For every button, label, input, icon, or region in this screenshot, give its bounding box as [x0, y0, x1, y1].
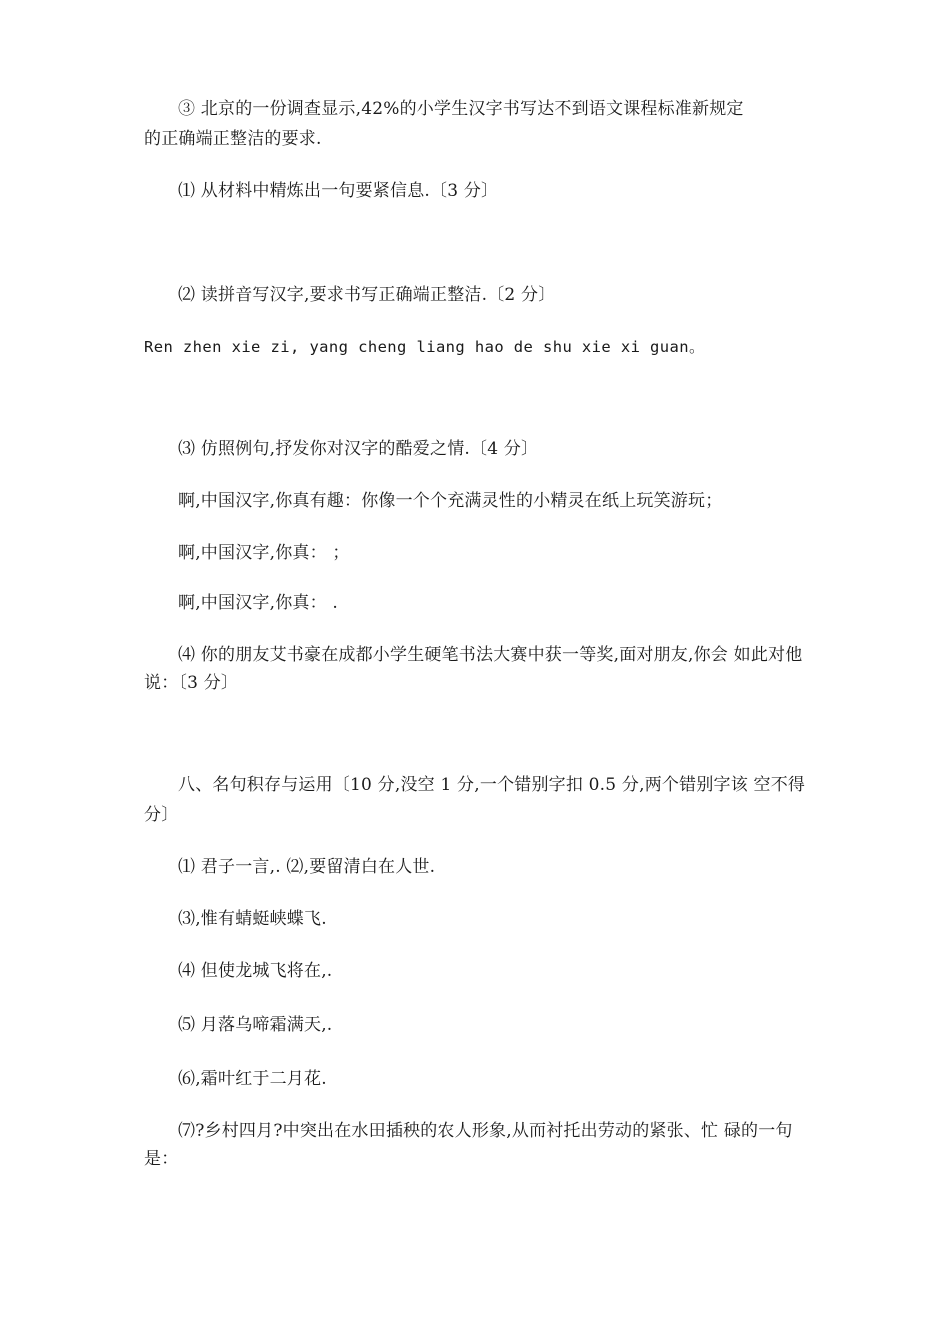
sentence-7-line-2: 是： [144, 1149, 179, 1169]
question-4-line-1: ⑷ 你的朋友艾书豪在成都小学生硬笔书法大赛中获一等奖,面对朋友,你会 如此对他 [178, 645, 803, 665]
fill-blank-2: 啊,中国汉字,你真： . [178, 593, 339, 613]
item-3-line-1: ③ 北京的一份调查显示,42%的小学生汉字书写达不到语文课程标准新规定 [178, 99, 744, 119]
item-3-line-2: 的正确端正整洁的要求. [144, 129, 322, 149]
question-2: ⑵ 读拼音写汉字,要求书写正确端正整洁.〔2 分〕 [178, 285, 556, 305]
question-4-line-2: 说：〔3 分〕 [144, 673, 239, 693]
fill-blank-1: 啊,中国汉字,你真： ； [178, 543, 350, 563]
sentence-7-line-1: ⑺?乡村四月?中突出在水田插秧的农人形象,从而衬托出劳动的紧张、忙 碌的一句 [178, 1121, 793, 1141]
sentence-3: ⑶,惟有蜻蜓峡蝶飞. [178, 909, 327, 929]
pinyin-line: Ren zhen xie zi, yang cheng liang hao de shu xie xi guan。 [144, 338, 705, 356]
example-sentence: 啊,中国汉字,你真有趣：你像一个个充满灵性的小精灵在纸上玩笑游玩； [178, 491, 723, 511]
section-8-heading-line-1: 八、名句积存与运用〔10 分,没空 1 分,一个错别字扣 0.5 分,两个错别字该 空不得 [178, 775, 806, 795]
sentence-4: ⑷ 但使龙城飞将在,. [178, 961, 333, 981]
question-3: ⑶ 仿照例句,抒发你对汉字的酷爱之情.〔4 分〕 [178, 439, 539, 459]
sentence-5: ⑸ 月落乌啼霜满天,. [178, 1015, 333, 1035]
section-8-heading-line-2: 分〕 [144, 805, 179, 825]
question-1: ⑴ 从材料中精炼出一句要紧信息.〔3 分〕 [178, 181, 499, 201]
sentence-6: ⑹,霜叶红于二月花. [178, 1069, 327, 1089]
sentence-1-2: ⑴ 君子一言,. ⑵,要留清白在人世. [178, 857, 436, 877]
